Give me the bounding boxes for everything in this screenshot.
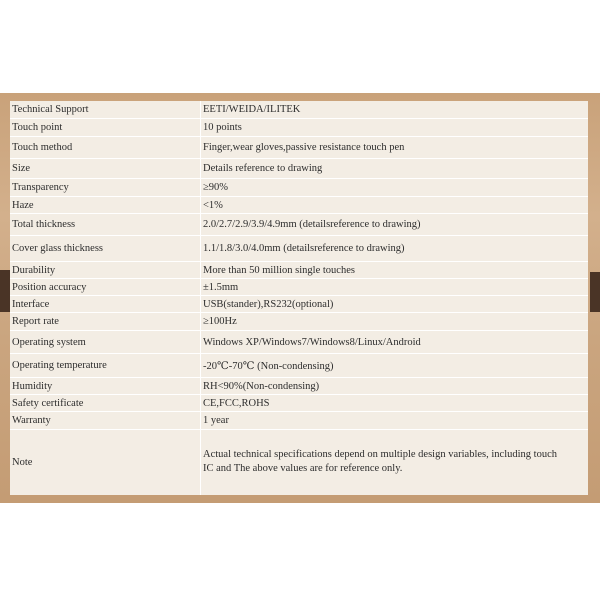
spec-value: Finger,wear gloves,passive resistance touch pen (203, 142, 405, 153)
spec-value: Details reference to drawing (203, 163, 323, 174)
spec-label: Warranty (12, 415, 51, 426)
spec-label: Operating temperature (12, 360, 107, 371)
spec-value: ≥100Hz (203, 316, 237, 327)
spec-table (10, 101, 588, 495)
spec-value: USB(stander),RS232(optional) (203, 298, 334, 310)
spec-label: Technical Support (12, 104, 89, 115)
spec-value: 1.1/1.8/3.0/4.0mm (detailsreference to drawing) (203, 243, 405, 254)
spec-value: More than 50 million single touches (203, 264, 355, 276)
spec-label: Position accuracy (12, 281, 87, 293)
spec-label: Operating system (12, 336, 86, 348)
left-dark-tab (0, 270, 10, 312)
spec-row-touch-point (10, 119, 588, 137)
spec-value: Windows XP/Windows7/Windows8/Linux/Android (203, 336, 421, 348)
spec-value: EETI/WEIDA/ILITEK (203, 104, 301, 115)
spec-row-report-rate (10, 313, 588, 331)
spec-row-warranty (10, 412, 588, 430)
spec-row-transparency (10, 179, 588, 197)
spec-value: Actual technical specifications depend on multiple design variables, including touch IC and The above values are for reference only. (203, 449, 557, 474)
spec-row-technical-support (10, 101, 588, 119)
spec-label: Humidity (12, 380, 53, 392)
spec-row-position-accuracy (10, 279, 588, 296)
spec-label: Haze (12, 199, 34, 211)
spec-value: ±1.5mm (203, 281, 239, 293)
spec-row-size (10, 159, 588, 179)
spec-label: Cover glass thickness (12, 243, 103, 254)
spec-row-note (10, 430, 588, 494)
spec-value: <1% (203, 199, 223, 211)
spec-label: Touch method (12, 142, 73, 153)
spec-label: Size (12, 163, 31, 174)
spec-value: CE,FCC,ROHS (203, 397, 270, 409)
spec-label: Note (12, 456, 33, 468)
spec-value: -20℃-70℃ (Non-condensing) (203, 360, 334, 372)
spec-label: Total thickness (12, 219, 76, 230)
spec-label: Transparency (12, 182, 69, 193)
spec-row-operating-system (10, 331, 588, 354)
spec-label: Report rate (12, 316, 59, 327)
spec-value: 10 points (203, 122, 242, 133)
spec-row-operating-temperature (10, 354, 588, 378)
spec-label: Safety certificate (12, 397, 84, 409)
spec-label: Touch point (12, 122, 63, 133)
spec-label: Interface (12, 298, 50, 310)
spec-row-cover-glass-thickness (10, 236, 588, 262)
spec-row-safety-certificate (10, 395, 588, 412)
spec-row-total-thickness (10, 214, 588, 236)
spec-row-durability (10, 262, 588, 279)
spec-row-touch-method (10, 137, 588, 159)
spec-value: 1 year (203, 415, 229, 426)
spec-label: Durability (12, 264, 56, 276)
right-dark-tab (590, 272, 600, 312)
spec-row-interface (10, 296, 588, 313)
spec-value: ≥90% (203, 182, 229, 193)
spec-value: RH<90%(Non-condensing) (203, 380, 320, 392)
spec-row-humidity (10, 378, 588, 395)
spec-row-haze (10, 197, 588, 214)
spec-value: 2.0/2.7/2.9/3.9/4.9mm (detailsreference to drawing) (203, 219, 421, 230)
